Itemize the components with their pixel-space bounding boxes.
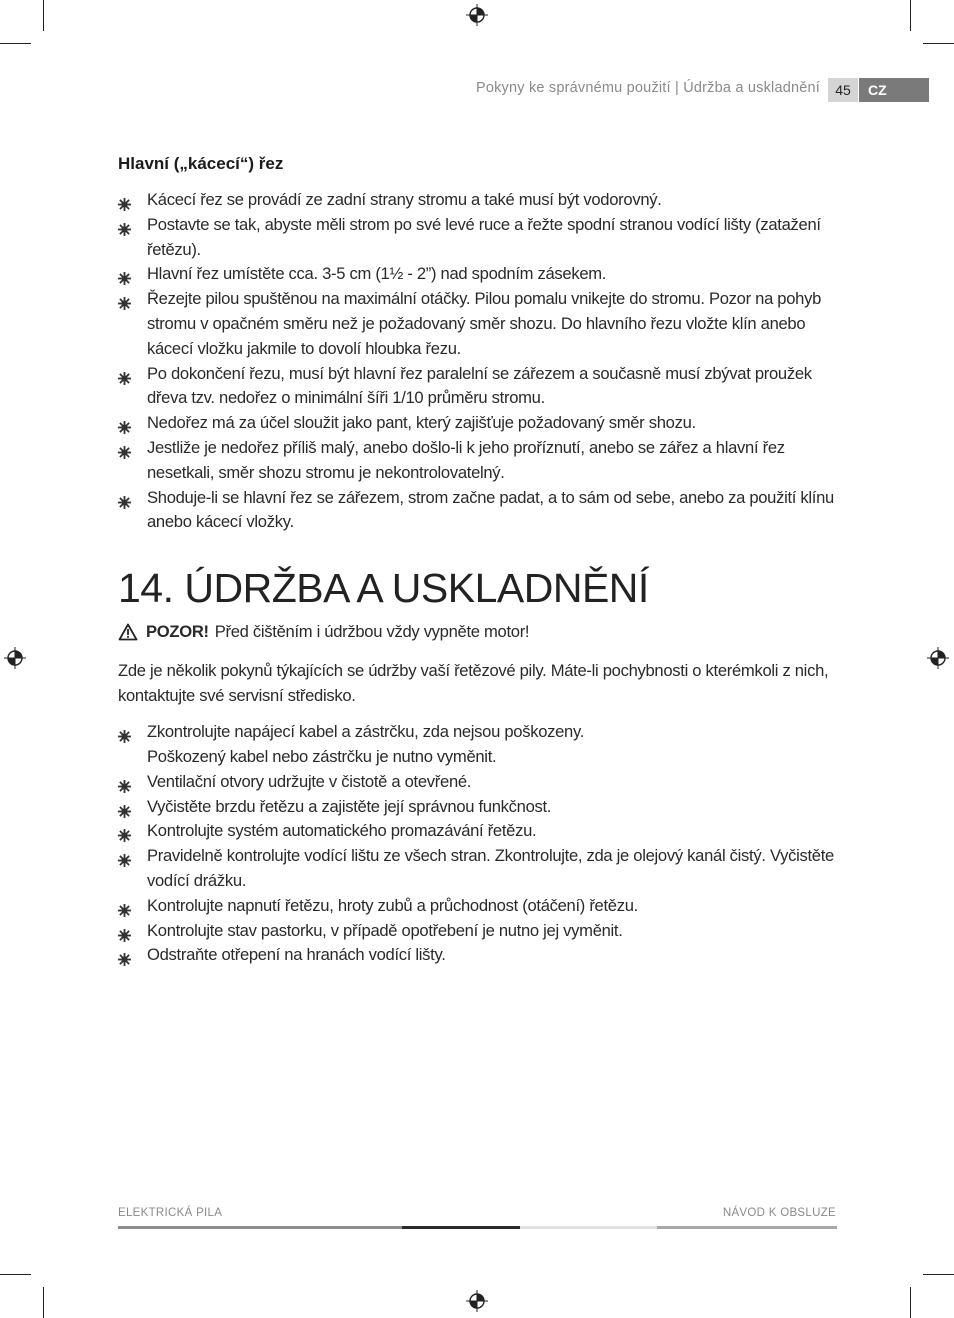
registration-mark-icon [4, 647, 26, 669]
list-item-text: Shoduje-li se hlavní řez se zářezem, strom začne padat, a to sám od sebe, anebo za použití klínu anebo kácecí vložky. [147, 487, 834, 532]
bullet-icon [118, 417, 131, 430]
crop-mark [0, 43, 31, 44]
crop-mark [43, 0, 44, 31]
list-item [118, 436, 838, 486]
list-item [118, 919, 838, 944]
list-item [118, 819, 838, 844]
bullet-icon [118, 726, 131, 739]
warning-triangle-icon [118, 623, 138, 641]
crop-mark [43, 1287, 44, 1318]
footer-rule [402, 1226, 520, 1229]
list-item [118, 411, 838, 436]
section-title: 14. ÚDRŽBA A USKLADNĚNÍ [118, 565, 649, 612]
bullet-icon [118, 219, 131, 232]
bullet-icon [118, 776, 131, 789]
warning-label: POZOR! [146, 622, 209, 642]
list-item-text: Zkontrolujte napájecí kabel a zástrčku, zda nejsou poškozeny. Poškozený kabel nebo zástrčku je nutno vyměnit. [147, 722, 585, 766]
bullet-icon [118, 293, 131, 306]
bullet-icon [118, 825, 131, 838]
registration-mark-icon [466, 1290, 488, 1312]
list-item-text: Pravidelně kontrolujte vodící lištu ze všech stran. Zkontrolujte, zda je olejový kanál čistý. Vyčistěte vodící drážku. [147, 846, 834, 890]
list-item [118, 943, 838, 968]
list-item [118, 486, 838, 536]
list-item-text: Nedořez má za účel sloužit jako pant, který zajišťuje požadovaný směr shozu. [147, 413, 696, 433]
footer-doc-type: NÁVOD K OBSLUZE [722, 1207, 836, 1219]
footer-product: ELEKTRICKÁ PILA [118, 1207, 223, 1219]
list-item [118, 720, 838, 770]
list-item-text: Jestliže je nedořez příliš malý, anebo došlo-li k jeho proříznutí, anebo se zářez a hlavní řez nesetkali, směr shozu stromu je nekontrolovatelný. [147, 437, 785, 482]
language-tab: CZ [859, 78, 929, 102]
bullet-icon [118, 268, 131, 281]
bullet-icon [118, 900, 131, 913]
crop-mark [910, 1287, 911, 1318]
list-item-text: Postavte se tak, abyste měli strom po své levé ruce a řežte spodní stranou vodící lišty (zatažení řetězu). [147, 214, 821, 259]
list-item [118, 844, 838, 894]
list-item-text: Kontrolujte systém automatického promazávání řetězu. [147, 821, 537, 841]
footer-rule [657, 1226, 837, 1229]
registration-mark-icon [927, 647, 949, 669]
bullet-icon [118, 850, 131, 863]
list-item-text: Kácecí řez se provádí ze zadní strany stromu a také musí být vodorovný. [147, 190, 662, 209]
list-item-text: Kontrolujte stav pastorku, v případě opotřebení je nutno jej vyměnit. [147, 920, 623, 940]
bullet-icon [118, 949, 131, 962]
list-item [118, 188, 838, 213]
list-item-text: Po dokončení řezu, musí být hlavní řez paralelní se zářezem a současně musí zbývat proužek dřeva tzv. nedořez o minimální šíři 1/10 průměru stromu. [147, 363, 812, 408]
list-item-text: Hlavní řez umístěte cca. 3-5 cm (1½ - 2”) nad spodním zásekem. [147, 264, 607, 284]
maintenance-list [118, 720, 838, 968]
page-body [118, 154, 838, 968]
bullet-icon [118, 925, 131, 938]
warning-note [118, 620, 838, 644]
list-item-text: Kontrolujte napnutí řetězu, hroty zubů a průchodnost (otáčení) řetězu. [147, 895, 638, 915]
bullet-icon [118, 194, 131, 207]
felling-cut-heading: Hlavní („kácecí“) řez [118, 154, 284, 173]
page-number: 45 [828, 78, 858, 102]
list-item [118, 262, 838, 287]
list-item [118, 362, 838, 412]
registration-mark-icon [466, 4, 488, 26]
maintenance-intro: Zde je několik pokynů týkajících se údržby vaší řetězové pily. Máte-li pochybnosti o kterémkoli z nich, kontaktujte své servisní středisko. [118, 661, 829, 706]
crop-mark [923, 43, 954, 44]
bullet-icon [118, 492, 131, 505]
footer-rule [118, 1226, 402, 1229]
list-item [118, 795, 838, 820]
bullet-icon [118, 442, 131, 455]
list-item-text: Odstraňte otřepení na hranách vodící lišty. [147, 945, 446, 965]
crop-mark [0, 1274, 31, 1275]
bullet-icon [118, 368, 131, 381]
warning-text: Před čištěním i údržbou vždy vypněte motor! [214, 622, 530, 642]
crop-mark [910, 0, 911, 31]
list-item [118, 770, 838, 795]
crop-mark [923, 1274, 954, 1275]
list-item [118, 894, 838, 919]
list-item [118, 213, 838, 263]
list-item-text: Ventilační otvory udržujte v čistotě a otevřené. [147, 771, 472, 791]
running-header: Pokyny ke správnému použití | Údržba a uskladnění [475, 80, 820, 96]
list-item [118, 287, 838, 361]
list-item-text: Řezejte pilou spuštěnou na maximální otáčky. Pilou pomalu vnikejte do stromu. Pozor na pohyb stromu v opačném směru než je požadovaný směr shozu. Do hlavního řezu vložte klín anebo kácecí vložku jakmile to dovolí hloubka řezu. [147, 289, 822, 358]
footer-rule [520, 1226, 657, 1229]
bullet-icon [118, 801, 131, 814]
felling-cut-list [118, 188, 838, 535]
list-item-text: Vyčistěte brzdu řetězu a zajistěte její správnou funkčnost. [147, 796, 552, 816]
